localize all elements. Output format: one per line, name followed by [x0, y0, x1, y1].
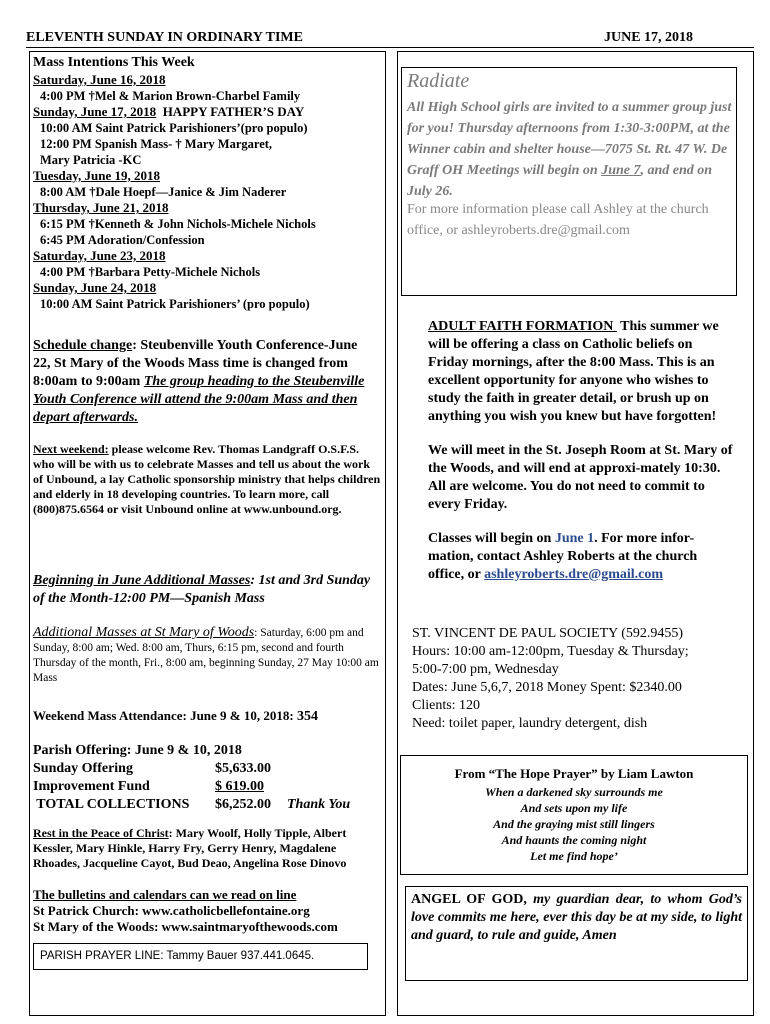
offering-thanks: Thank You	[287, 797, 351, 812]
rest-in-peace	[33, 826, 378, 871]
bulletin-date: JUNE 17, 2018	[604, 30, 694, 45]
intention-line: 10:00 AM Saint Patrick Parishioners’(pro populo)	[40, 121, 308, 135]
schedule-change-text: : Steubenville Youth Conference-June 22, St Mary of the Woods Mass time is changed from 8:00am to 9:00am	[33, 338, 358, 389]
bulletins-label: The bulletins and calendars can we read on line	[33, 887, 297, 902]
intention-line: 4:00 PM †Mel & Marion Brown-Charbel Family	[40, 89, 301, 103]
schedule-change-label: Schedule change	[33, 338, 133, 353]
offering-row-label: Improvement Fund	[33, 779, 150, 794]
intention-line: 6:15 PM †Kenneth & John Nichols-Michele Nichols	[40, 217, 316, 231]
intention-line: Mary Patricia -KC	[40, 153, 142, 167]
intention-day	[33, 280, 383, 296]
mass-attendance-value: 354	[296, 709, 318, 724]
next-weekend-text: please welcome Rev. Thomas Landgraff O.S.F.S. who will be with us to celebrate Masses and tell us about the work of Unbound, a lay Catholic sponsorship ministry that helps children and elderly in 18 developing countries. To learn more, call (800)875.6564 or visit Unbound online at www.unbound.org.	[33, 442, 381, 516]
additional-masses-june	[33, 572, 378, 608]
mass-intentions-list	[33, 72, 383, 312]
hope-prayer-line: And the graying mist still lingers	[493, 817, 655, 831]
svdp-line: Dates: June 5,6,7, 2018 Money Spent: $2340.00	[412, 680, 682, 695]
hope-prayer-line: And sets upon my life	[520, 801, 628, 815]
bulletin-title: ELEVENTH SUNDAY IN ORDINARY TIME	[26, 30, 303, 45]
intention-line: 10:00 AM Saint Patrick Parishioners’ (pro populo)	[40, 297, 310, 311]
svdp-line: ST. VINCENT DE PAUL SOCIETY (592.9455)	[412, 626, 684, 641]
offering-row-value: $5,633.00	[215, 761, 271, 776]
radiate-body	[407, 97, 732, 202]
next-weekend-label: Next weekend:	[33, 442, 109, 456]
mass-attendance	[33, 708, 378, 725]
intention-day-label: Thursday, June 21, 2018	[33, 200, 169, 215]
adult-faith-meeting: We will meet in the St. Joseph Room at St. Mary of the Woods, and will end at approxi-mately 10:30. All are welcome. You do not need to commit to every Friday.	[428, 443, 733, 512]
radiate-box	[401, 67, 737, 296]
intention-line: 8:00 AM †Dale Hoepf—Janice & Jim Naderer	[40, 185, 287, 199]
radiate-body-end: , and end on July 26.	[407, 163, 713, 199]
additional-masses-st-mary-label: Additional Masses at St Mary of Woods	[33, 625, 255, 640]
hope-prayer-line: And haunts the coming night	[501, 833, 647, 847]
svdp-line: 5:00-7:00 pm, Wednesday	[412, 662, 559, 677]
adult-faith-contact: . For more infor-mation, contact Ashley Roberts at the church office, or	[428, 531, 698, 582]
intention-line: 6:45 PM Adoration/Confession	[40, 233, 205, 247]
svdp-section	[412, 625, 747, 733]
mass-intentions-title: Mass Intentions This Week	[33, 55, 195, 70]
adult-faith-date: June 1	[554, 531, 595, 546]
rest-in-peace-text: : Mary Woolf, Holly Tipple, Albert Kessler, Mary Hinkle, Harry Fry, Gerry Henry, Magdalene Rhoades, Jacqueline Cayot, Bud Deao, Angelina Rose Dinovo	[33, 826, 347, 870]
offering-total	[33, 796, 378, 814]
intention-day-label: Sunday, June 24, 2018	[33, 280, 157, 295]
offering-row	[33, 760, 378, 778]
intention-day-label: Saturday, June 23, 2018	[33, 248, 166, 263]
schedule-change	[33, 337, 378, 427]
svdp-line: Hours: 10:00 am-12:00pm, Tuesday & Thursday;	[412, 644, 689, 659]
adult-faith-email-link[interactable]: ashleyroberts.dre@gmail.com	[484, 567, 664, 582]
intention-line: 4:00 PM †Barbara Petty-Michele Nichols	[40, 265, 261, 279]
angel-prayer-box	[405, 886, 748, 981]
adult-faith-formation	[428, 318, 733, 584]
parish-offering-title: Parish Offering: June 9 & 10, 2018	[33, 743, 242, 758]
angel-prayer-body: my guardian dear, to whom God’s love commits me here, ever this day be at my side, to light and guard, to rule and guide, Amen	[411, 892, 742, 943]
hope-prayer-title: From “The Hope Prayer” by Liam Lawton	[454, 766, 694, 781]
parish-offering	[33, 742, 378, 814]
offering-row-label: Sunday Offering	[33, 761, 133, 776]
offering-total-value: $6,252.00	[215, 797, 271, 812]
intention-day	[33, 104, 383, 120]
adult-faith-label: ADULT FAITH FORMATION	[428, 319, 617, 334]
angel-prayer-heading: ANGEL OF GOD,	[411, 892, 534, 907]
schedule-change-note: The group heading to the Steubenville Youth Conference will attend the 9:00am Mass and then depart afterwards.	[33, 374, 365, 425]
offering-row	[33, 778, 378, 796]
bulletins-online	[33, 887, 378, 935]
intention-day-label: Sunday, June 17, 2018	[33, 104, 157, 119]
svdp-line: Need: toilet paper, laundry detergent, dish	[412, 716, 648, 731]
intention-day-label: Saturday, June 16, 2018	[33, 72, 166, 87]
header-divider	[26, 47, 754, 48]
intention-day-note: HAPPY FATHER’S DAY	[156, 104, 305, 119]
next-weekend	[33, 442, 382, 517]
hope-prayer-line: Let me find hope’	[530, 849, 618, 863]
hope-prayer-line: When a darkened sky surrounds me	[485, 785, 663, 799]
additional-masses-june-text: : 1st and 3rd Sunday of the Month-12:00 PM—Spanish Mass	[33, 573, 371, 606]
mass-intentions	[33, 54, 383, 312]
hope-prayer-verse	[401, 784, 747, 864]
prayer-line-box	[33, 943, 368, 970]
offering-total-label: TOTAL COLLECTIONS	[33, 797, 190, 812]
bulletins-link-st-patrick[interactable]: St Patrick Church: www.catholicbellefontaine.org	[33, 903, 310, 918]
adult-faith-start: Classes will begin on	[428, 531, 555, 546]
radiate-body-text: All High School girls are invited to a summer group just for you! Thursday afternoons from 1:30-3:00PM, at the Winner cabin and shelter house—7075 St. Rt. 47 W. De Graff OH Meetings will begin on	[407, 100, 732, 178]
intention-line: 12:00 PM Spanish Mass- † Mary Margaret,	[40, 137, 273, 151]
offering-row-value: $ 619.00	[215, 779, 264, 794]
rest-in-peace-label: Rest in the Peace of Christ	[33, 826, 169, 840]
intention-day	[33, 248, 383, 264]
bulletins-link-st-mary[interactable]: St Mary of the Woods: www.saintmaryofthewoods.com	[33, 919, 338, 934]
radiate-title: Radiate	[407, 70, 470, 92]
svdp-line: Clients: 120	[412, 698, 481, 713]
left-column	[29, 51, 386, 1016]
angel-prayer-text	[411, 891, 742, 945]
additional-masses-st-mary-text: : Saturday, 6:00 pm and Sunday, 8:00 am; Wed. 8:00 am, Thurs, 6:15 pm, second and fourth Thursday of the month, Fri., 8:00 am, beginning Sunday, 27 May 10:00 am Mass	[33, 627, 379, 684]
additional-masses-st-mary	[33, 625, 380, 686]
intention-day	[33, 168, 383, 184]
adult-faith-intro: This summer we will be offering a class on Catholic beliefs on Friday mornings, after the 8:00 Mass. This is an excellent opportunity for anyone who wishes to study the faith in greater detail, or brush up on anything you wish you knew but have forgotten!	[428, 319, 719, 424]
prayer-line-text: PARISH PRAYER LINE: Tammy Bauer 937.441.0645.	[40, 950, 315, 962]
radiate-start-date: June 7	[601, 163, 641, 178]
radiate-contact: For more information please call Ashley at the church office, or ashleyroberts.dre@gmail.com	[407, 202, 709, 238]
mass-attendance-label: Weekend Mass Attendance: June 9 & 10, 2018:	[33, 708, 297, 723]
additional-masses-june-label: Beginning in June Additional Masses	[33, 573, 251, 588]
intention-day	[33, 200, 383, 216]
intention-day-label: Tuesday, June 19, 2018	[33, 168, 161, 183]
hope-prayer-box	[400, 755, 748, 875]
intention-day	[33, 72, 383, 88]
